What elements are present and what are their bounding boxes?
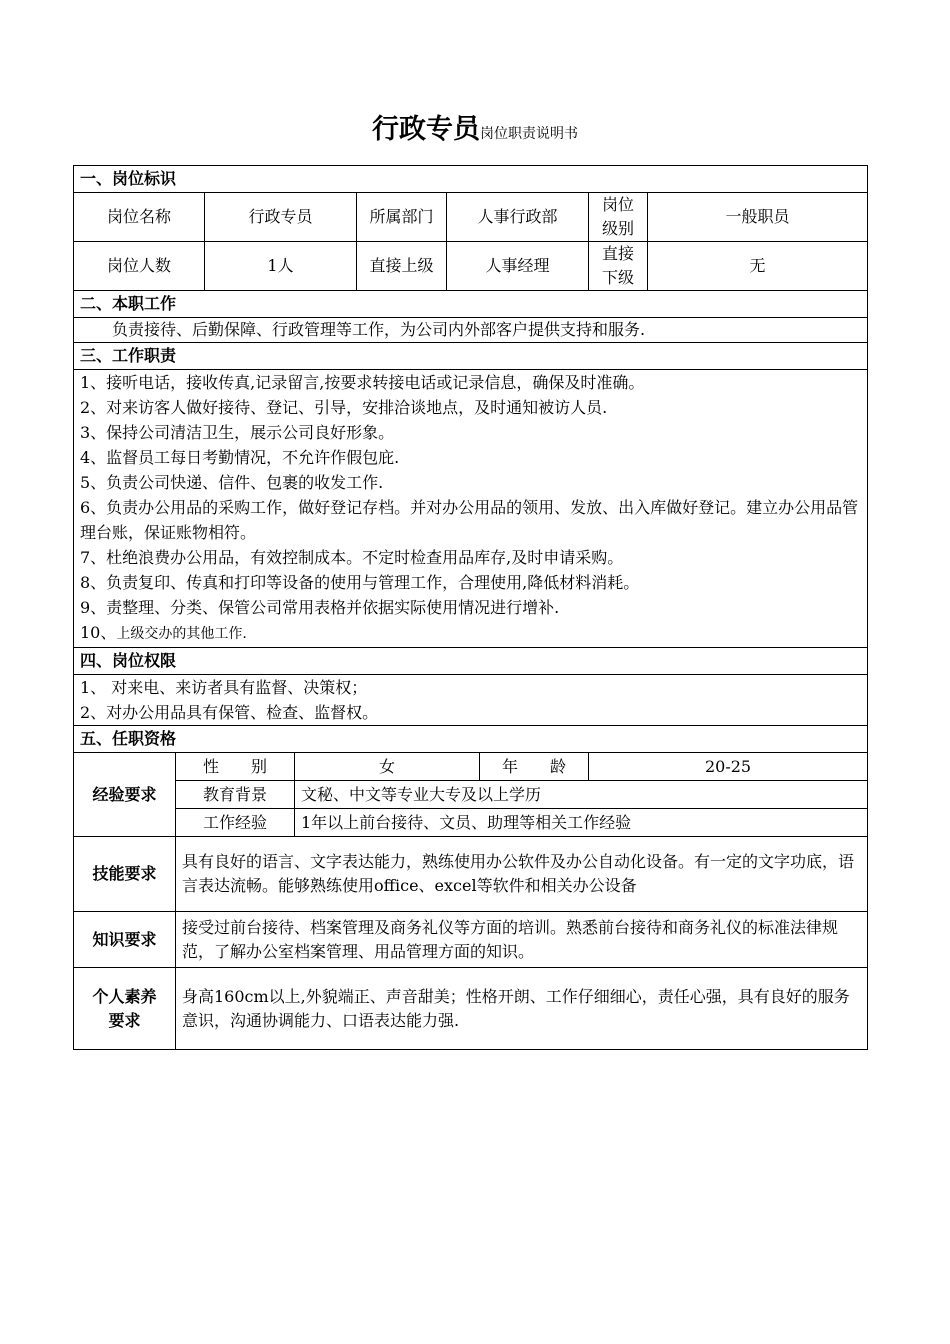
cell-value: 人事经理: [447, 242, 589, 291]
authority-list: [74, 675, 868, 726]
knowledge-label: 知识要求: [74, 912, 176, 968]
table-row: [74, 242, 868, 291]
title-sub: 岗位职责说明书: [480, 126, 578, 142]
table-row: [74, 193, 868, 242]
gender-value: 女: [295, 753, 480, 781]
personal-quality-label: 个人素养要求: [74, 968, 176, 1050]
section-heading: 一、岗位标识: [74, 166, 868, 193]
skill-label: 技能要求: [74, 837, 176, 912]
list-item: 1、接听电话，接收传真,记录留言,按要求转接电话或记录信息，确保及时准确。: [80, 373, 645, 392]
list-item-number: 10、: [80, 623, 117, 642]
cell-label: 岗位级别: [589, 193, 648, 242]
page-title: [0, 110, 950, 154]
work-experience-label: 工作经验: [176, 809, 295, 837]
section-heading: 二、本职工作: [74, 291, 868, 318]
section-heading: 五、任职资格: [74, 726, 868, 753]
personal-quality-value: 身高160cm以上,外貌端正、声音甜美；性格开朗、工作仔细细心，责任心强，具有良好的服务意识，沟通协调能力、口语表达能力强.: [176, 968, 868, 1050]
cell-label: 所属部门: [357, 193, 447, 242]
list-item: 2、对办公用品具有保管、检查、监督权。: [80, 703, 379, 722]
list-item: 8、负责复印、传真和打印等设备的使用与管理工作，合理使用,降低材料消耗。: [80, 573, 640, 592]
cell-value: 无: [648, 242, 868, 291]
list-item: 5、负责公司快递、信件、包裹的收发工作.: [80, 473, 384, 492]
cell-label: 直接下级: [589, 242, 648, 291]
skill-value: 具有良好的语言、文字表达能力，熟练使用办公软件及办公自动化设备。有一定的文字功底，语言表达流畅。能够熟练使用office、excel等软件和相关办公设备: [176, 837, 868, 912]
duty-summary: 负责接待、后勤保障、行政管理等工作，为公司内外部客户提供支持和服务.: [74, 318, 868, 343]
list-item: 4、监督员工每日考勤情况，不允许作假包庇.: [80, 448, 400, 467]
list-item: 2、对来访客人做好接待、登记、引导，安排洽谈地点，及时通知被访人员.: [80, 398, 608, 417]
cell-label: 岗位人数: [74, 242, 205, 291]
age-value: 20-25: [589, 753, 868, 781]
list-item: 6、负责办公用品的采购工作，做好登记存档。并对办公用品的领用、发放、出入库做好登记。建立办公用品管理台账，保证账物相符。: [80, 498, 859, 542]
education-value: 文秘、中文等专业大专及以上学历: [295, 781, 868, 809]
list-item: 1、 对来电、来访者具有监督、决策权；: [80, 678, 368, 697]
section-heading: 三、工作职责: [74, 343, 868, 370]
cell-value: 1人: [205, 242, 357, 291]
experience-label: 经验要求: [74, 753, 176, 837]
section-heading: 四、岗位权限: [74, 648, 868, 675]
age-label: 年 龄: [480, 753, 589, 781]
cell-value: 一般职员: [648, 193, 868, 242]
job-description-table: [73, 165, 868, 1050]
responsibility-list: [74, 370, 868, 648]
cell-label: 岗位名称: [74, 193, 205, 242]
list-item-text: 上级交办的其他工作.: [116, 626, 247, 642]
work-experience-value: 1年以上前台接待、文员、助理等相关工作经验: [295, 809, 868, 837]
cell-label: 直接上级: [357, 242, 447, 291]
list-item: 3、保持公司清洁卫生，展示公司良好形象。: [80, 423, 395, 442]
education-label: 教育背景: [176, 781, 295, 809]
list-item: [80, 620, 861, 647]
list-item: 9、责整理、分类、保管公司常用表格并依据实际使用情况进行增补.: [80, 598, 560, 617]
cell-value: 人事行政部: [447, 193, 589, 242]
list-item: 7、杜绝浪费办公用品，有效控制成本。不定时检查用品库存,及时申请采购。: [80, 548, 624, 567]
knowledge-value: 接受过前台接待、档案管理及商务礼仪等方面的培训。熟悉前台接待和商务礼仪的标准法律规范，了解办公室档案管理、用品管理方面的知识。: [176, 912, 868, 968]
gender-label: 性 别: [176, 753, 295, 781]
cell-value: 行政专员: [205, 193, 357, 242]
title-main: 行政专员: [372, 114, 480, 145]
